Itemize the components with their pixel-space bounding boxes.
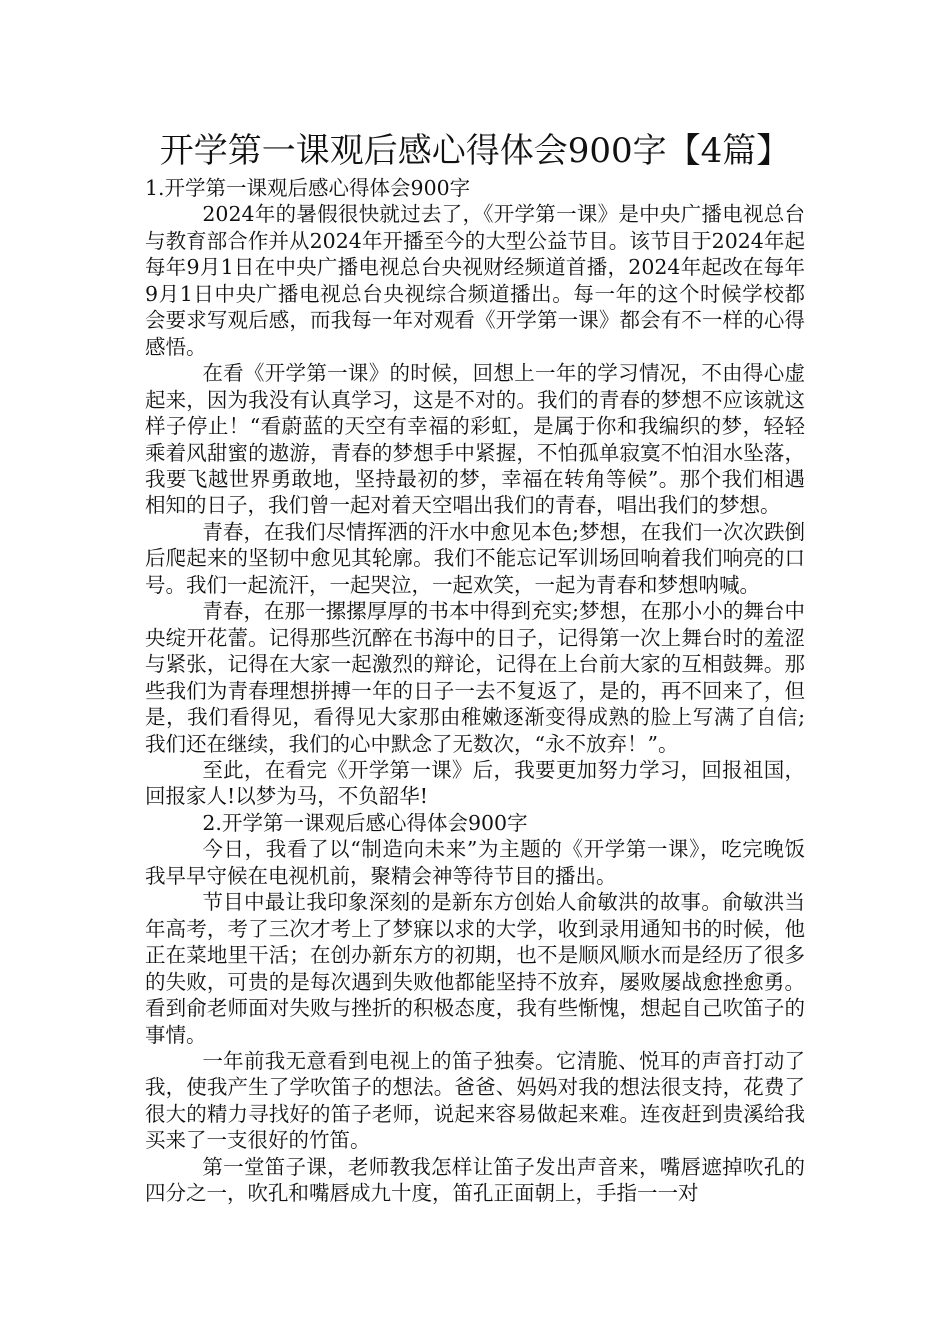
- paragraph: 至此，在看完《开学第一课》后，我要更加努力学习，回报祖国，回报家人!以梦为马，不负韶华!: [145, 757, 805, 809]
- section-heading: 1.开学第一课观后感心得体会900字: [145, 176, 471, 200]
- paragraph: 青春，在我们尽情挥洒的汗水中愈见本色;梦想，在我们一次次跌倒后爬起来的坚韧中愈见其轮廓。我们不能忘记军训场回响着我们响亮的口号。我们一起流汗，一起哭泣，一起欢笑，一起为青春和梦想呐喊。: [145, 519, 805, 597]
- document-body: [145, 175, 805, 1207]
- paragraph: 一年前我无意看到电视上的笛子独奏。它清脆、悦耳的声音打动了我，使我产生了学吹笛子的想法。爸爸、妈妈对我的想法很支持，花费了很大的精力寻找好的笛子老师，说起来容易做起来难。连夜赶到贵溪给我买来了一支很好的竹笛。: [145, 1048, 805, 1153]
- paragraph: 2024年的暑假很快就过去了，《开学第一课》是中央广播电视总台与教育部合作并从2024年开播至今的大型公益节目。该节目于2024年起每年9月1日在中央广播电视总台央视财经频道首播，2024年起改在每年9月1日中央广播电视总台央视综合频道播出。每一年的这个时候学校都会要求写观后感，而我每一年对观看《开学第一课》都会有不一样的心得感悟。: [145, 202, 805, 359]
- section-heading: 2.开学第一课观后感心得体会900字: [202, 810, 528, 835]
- paragraph: 第一堂笛子课，老师教我怎样让笛子发出声音来，嘴唇遮掉吹孔的四分之一，吹孔和嘴唇成九十度，笛孔正面朝上，手指一一对: [145, 1154, 805, 1206]
- document-title: 开学第一课观后感心得体会900字【4篇】: [159, 131, 791, 171]
- paragraph: 青春，在那一摞摞厚厚的书本中得到充实;梦想，在那小小的舞台中央绽开花蕾。记得那些沉醉在书海中的日子，记得第一次上舞台时的羞涩与紧张，记得在大家一起激烈的辩论，记得在上台前大家的互相鼓舞。那些我们为青春理想拼搏一年的日子一去不复返了，是的，再不回来了，但是，我们看得见，看得见大家那由稚嫩逐渐变得成熟的脸上写满了自信;我们还在继续，我们的心中默念了无数次，“永不放弃！”。: [145, 599, 805, 756]
- paragraph: 今日，我看了以“制造向未来”为主题的《开学第一课》，吃完晚饭我早早守候在电视机前，聚精会神等待节目的播出。: [145, 837, 805, 888]
- paragraph: 在看《开学第一课》的时候，回想上一年的学习情况，不由得心虚起来，因为我没有认真学习，这是不对的。我们的青春的梦想不应该就这样子停止！“看蔚蓝的天空有幸福的彩虹，是属于你和我编织的梦，轻轻乘着风甜蜜的遨游，青春的梦想手中紧握，不怕孤单寂寞不怕泪水坠落，我要飞越世界勇敢地，坚持最初的梦，幸福在转角等候”。那个我们相遇相知的日子，我们曾一起对着天空唱出我们的青春，唱出我们的梦想。: [145, 361, 805, 518]
- paragraph: 节目中最让我印象深刻的是新东方创始人俞敏洪的故事。俞敏洪当年高考，考了三次才考上了梦寐以求的大学，收到录用通知书的时候，他正在菜地里干活；在创办新东方的初期，也不是顺风顺水而是经历了很多的失败，可贵的是每次遇到失败他都能坚持不放弃，屡败屡战愈挫愈勇。看到俞老师面对失败与挫折的积极态度，我有些惭愧，想起自己吹笛子的事情。: [145, 890, 805, 1047]
